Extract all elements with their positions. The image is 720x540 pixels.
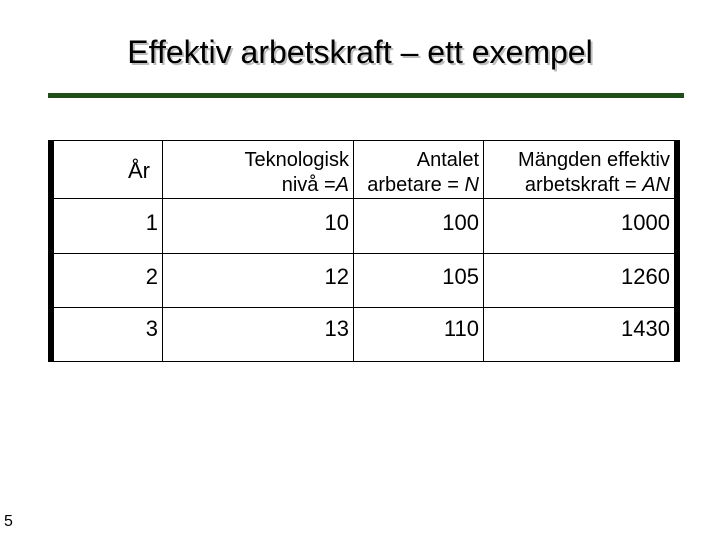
- workers-header-line-1: Antalet: [416, 149, 479, 171]
- effective-labor-header-line-1: Mängden effektiv: [518, 149, 670, 171]
- effective-labor-table: [48, 140, 680, 362]
- page-title: Effektiv arbetskraft – ett exempel: [127, 34, 593, 70]
- year-cell: 3: [145, 316, 158, 341]
- technology-header-line-2: nivå =A: [281, 174, 349, 196]
- technology-column-header: [199, 148, 349, 198]
- year-cell: 1: [145, 210, 158, 235]
- effective-labor-header-line-2: arbetskraft = AN: [524, 174, 670, 196]
- table-right-border: [674, 140, 680, 362]
- technology-cell: 10: [324, 210, 349, 235]
- effective-labor-column-header: [484, 148, 670, 198]
- workers-header-line-2: arbetare = N: [367, 174, 479, 196]
- year-cell: 2: [145, 264, 158, 289]
- table-top-border: [48, 140, 680, 141]
- technology-cell: 13: [324, 316, 349, 341]
- title-divider: [48, 93, 684, 98]
- year-column-header: År: [128, 158, 150, 183]
- workers-column-header: [354, 148, 479, 198]
- workers-cell: 100: [442, 210, 479, 235]
- effective-labor-cell: 1430: [621, 316, 670, 341]
- effective-labor-cell: 1260: [621, 264, 670, 289]
- workers-cell: 110: [443, 316, 479, 341]
- workers-cell: 105: [442, 264, 479, 289]
- table-left-border: [48, 140, 54, 362]
- effective-labor-cell: 1000: [621, 210, 670, 235]
- technology-header-line-1: Teknologisk: [244, 149, 349, 171]
- table-bottom-border: [48, 361, 680, 362]
- page-number: 5: [4, 513, 13, 530]
- technology-cell: 12: [324, 264, 349, 289]
